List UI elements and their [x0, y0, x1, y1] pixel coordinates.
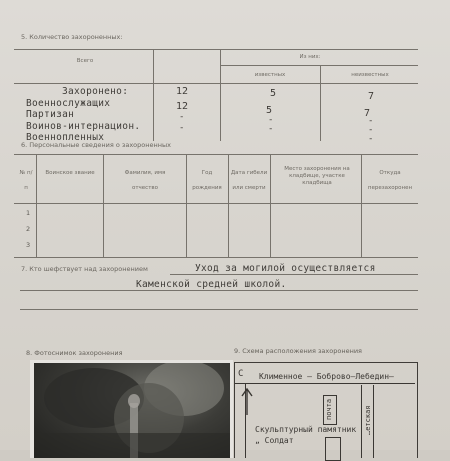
table6-header-bottom [14, 203, 418, 204]
patron-line-1: Уход за могилой осуществляется [195, 263, 376, 274]
street-line [361, 385, 362, 458]
col-num-header: № п/п [19, 170, 33, 191]
street-label: …етская [364, 405, 372, 435]
row-unknown: - [368, 134, 374, 144]
table5-top-border [14, 49, 418, 50]
col-birth-header: Год рождения [192, 170, 222, 191]
table6-col-divider [103, 154, 104, 257]
table6-col-divider [270, 154, 271, 257]
row-unknown: 7 [364, 108, 371, 119]
table6-top-border [14, 154, 418, 155]
scheme-road-label: Клименное – Боброво–Лебедин– [259, 372, 394, 381]
row-number: 3 [26, 241, 31, 249]
table6-col-divider [228, 154, 229, 257]
row-label: Партизан [26, 109, 75, 120]
col-total-header: Всего [76, 58, 94, 64]
scheme-north-letter: С [238, 369, 244, 379]
col-origin-header: Откуда перезахоронен [367, 170, 413, 191]
soldier-label: „ Солдат [255, 436, 294, 445]
north-arrow-icon [237, 387, 257, 417]
location-scheme [234, 362, 418, 458]
section-9-title: 9. Схема расположения захоронения [234, 347, 362, 355]
row-label: Воинов-интернацион. [26, 121, 141, 132]
row-total: - [179, 112, 185, 122]
table6-col-divider [361, 154, 362, 257]
row-number: 2 [26, 225, 31, 233]
post-office-label: почта [325, 398, 333, 420]
table6-col-divider [36, 154, 37, 257]
row-total: - [179, 123, 185, 133]
col-known-header: известных [254, 72, 286, 78]
section-7-title: 7. Кто шефствует над захоронением [21, 265, 148, 273]
row-unknown: - [368, 125, 374, 135]
scheme-road-line [235, 383, 415, 384]
row-total: 12 [176, 101, 189, 112]
row-known: 5 [270, 88, 277, 99]
col-place-header: Место захоронения на кладбище, участке кладбища [284, 166, 350, 186]
section-8-title: 8. Фотоснимок захоронения [26, 349, 123, 357]
row-total: 12 [176, 86, 189, 97]
row-number: 1 [26, 209, 31, 217]
col-rank-header: Воинское звание [45, 170, 95, 176]
col-unknown-header: неизвестных [351, 72, 389, 78]
patron-line-2: Каменской средней школой. [136, 279, 287, 290]
row-known: - [268, 115, 274, 125]
col-name-header: Фамилия, имя отчество [124, 170, 166, 191]
table5-col-divider [153, 49, 154, 141]
monument-label: Скульптурный памятник [255, 425, 357, 434]
monument-box [325, 437, 341, 461]
patron-underline [170, 274, 418, 275]
row-label: Военнопленных [26, 132, 105, 143]
row-known: 5 [266, 105, 273, 116]
patron-underline [20, 290, 418, 291]
section-6-title: 6. Персональные сведения о захороненных [21, 141, 171, 149]
col-death-header: Дата гибели или смерти [230, 170, 268, 191]
photo-image [34, 363, 230, 458]
post-office-box [323, 395, 337, 425]
row-label: Захоронено: [62, 86, 129, 97]
row-known: - [268, 124, 274, 134]
row-label: Военнослужащих [26, 98, 111, 109]
patron-underline [20, 309, 418, 310]
street-line [373, 385, 374, 458]
table5-header-bottom [14, 83, 418, 84]
row-unknown: 7 [368, 91, 375, 102]
table5-col-divider [220, 49, 221, 141]
table6-col-divider [186, 154, 187, 257]
row-unknown: - [368, 116, 374, 126]
section-5-title: 5. Количество захороненных: [21, 33, 123, 41]
table5-subheader-border [220, 65, 418, 66]
table6-bottom-border [14, 257, 418, 258]
burial-photo [30, 360, 233, 458]
col-of-them-header: Из них: [299, 54, 321, 60]
table5-col-divider [320, 65, 321, 141]
